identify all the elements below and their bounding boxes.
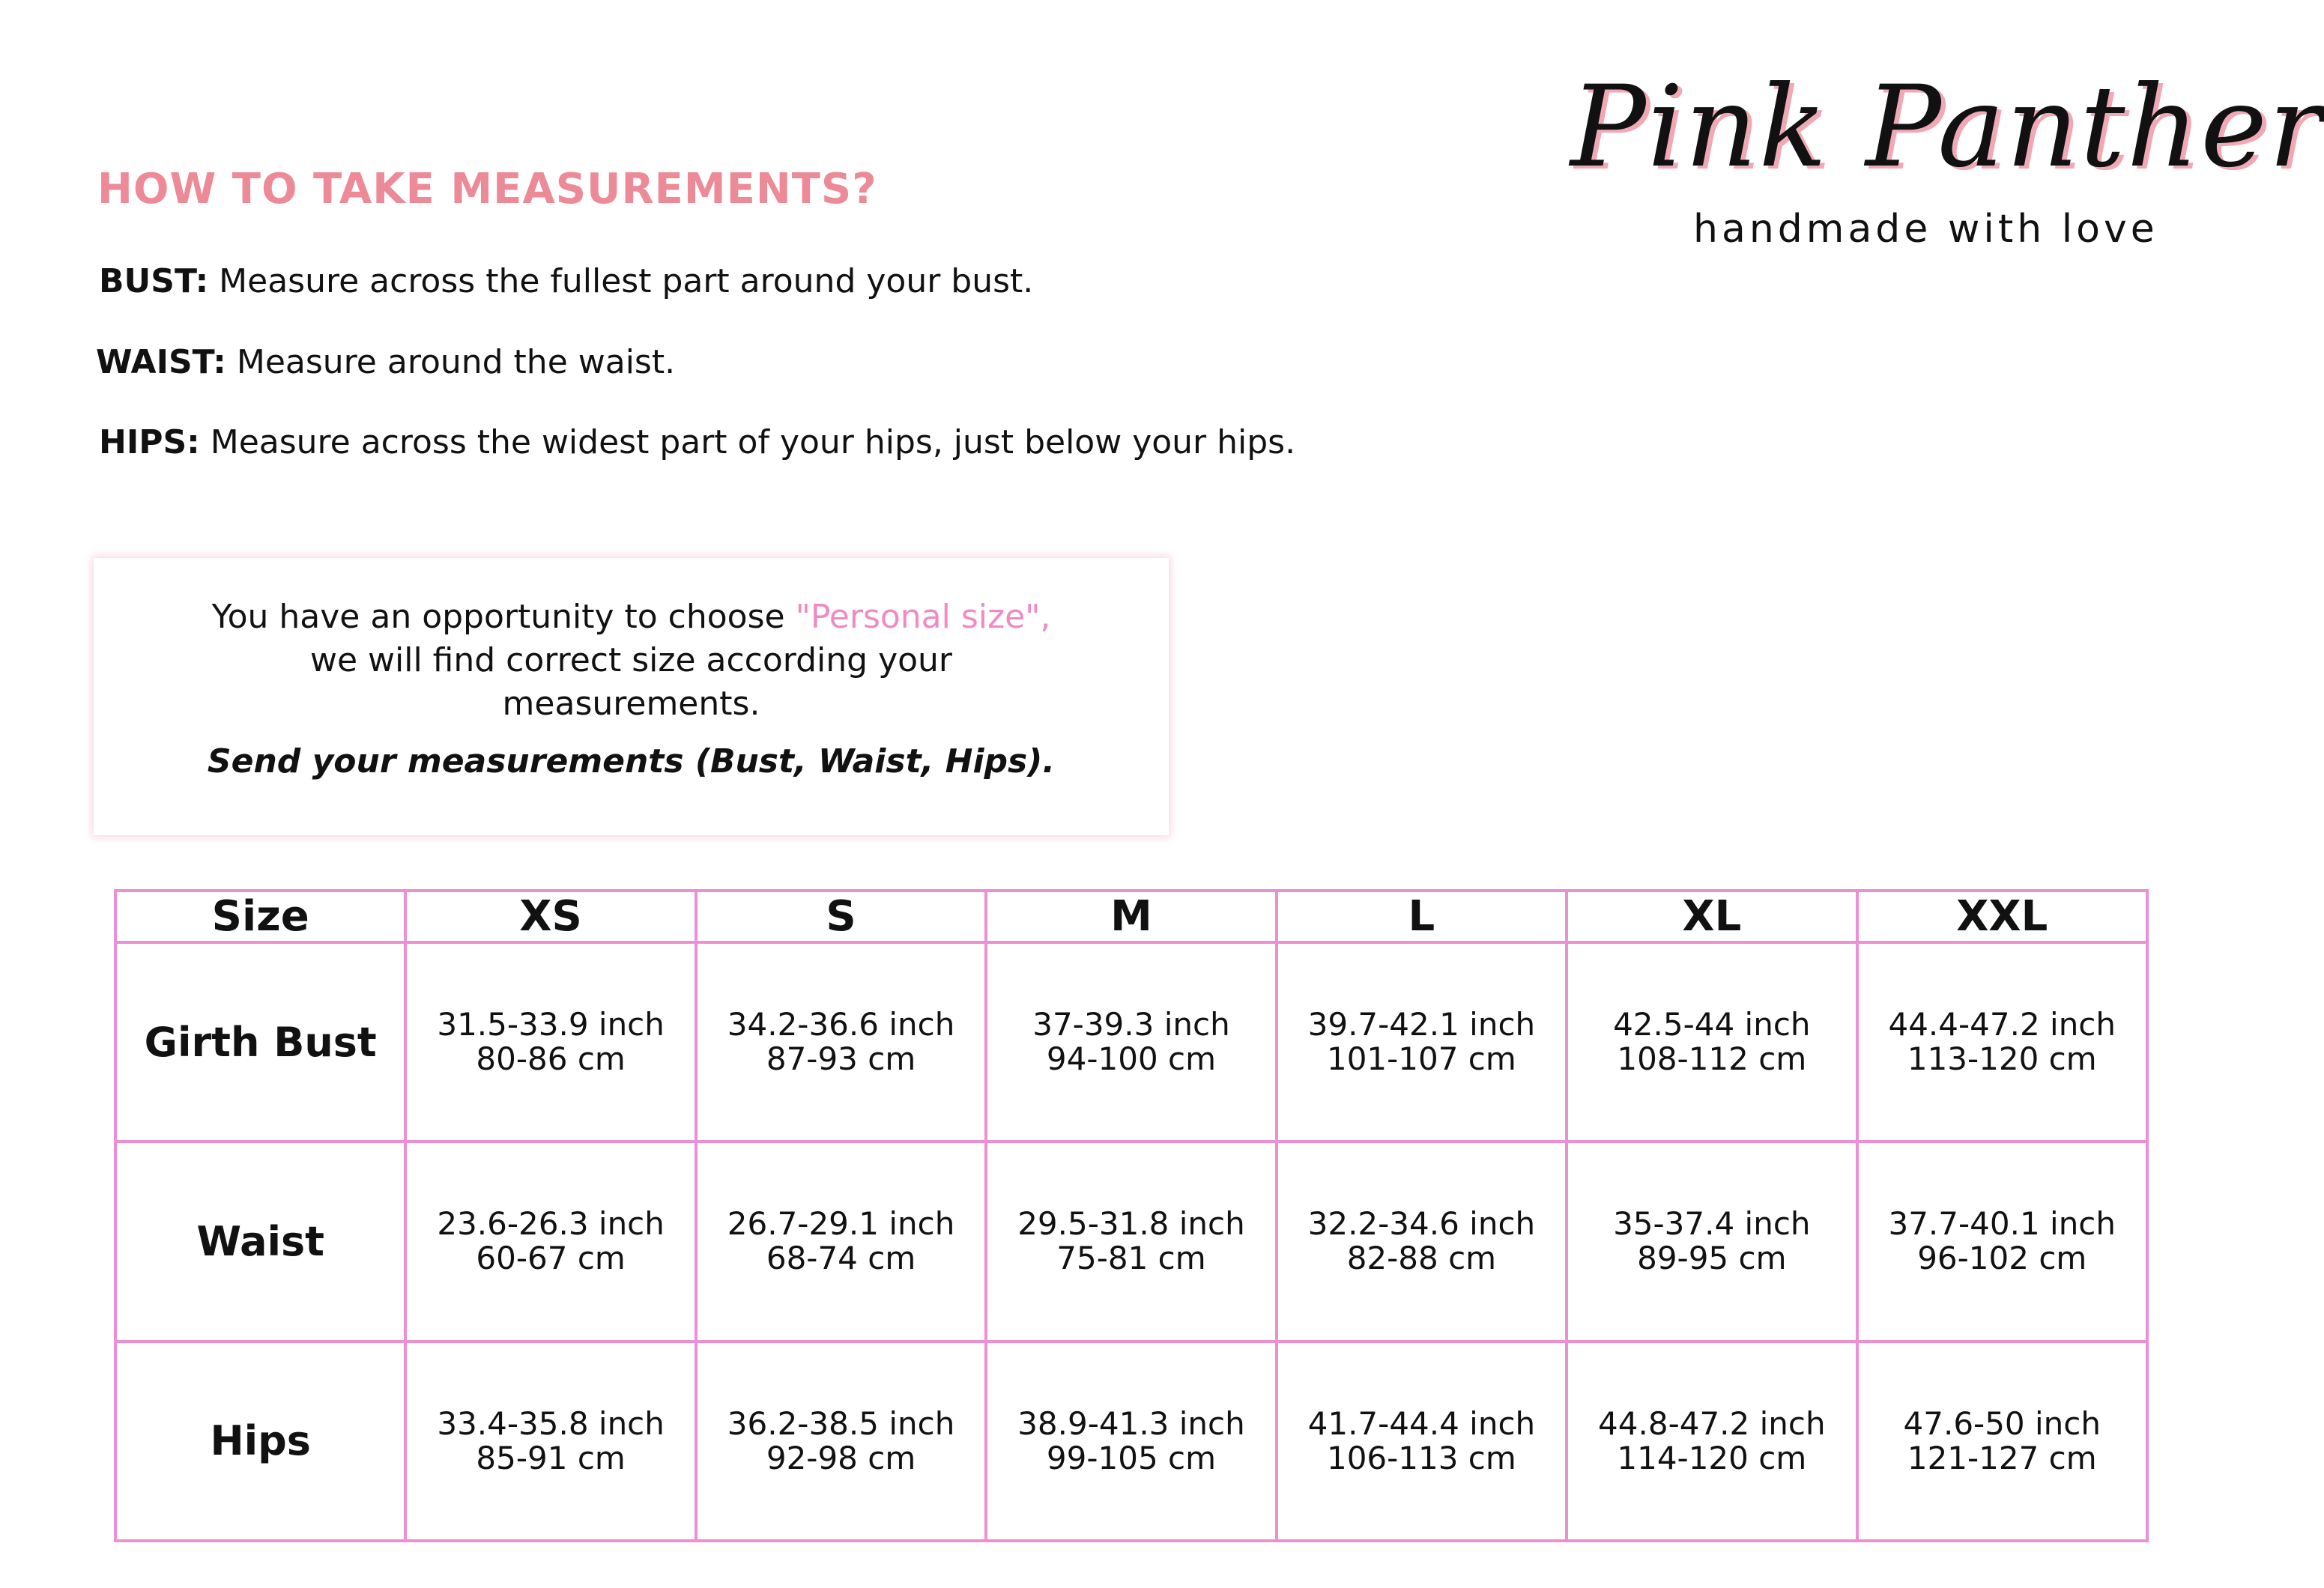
cell-cm: 75-81 cm xyxy=(1056,1240,1206,1277)
header-cell-s: S xyxy=(696,891,986,942)
cell-inch: 29.5-31.8 inch xyxy=(1017,1205,1245,1243)
instruction-waist-text: Measure around the waist. xyxy=(236,343,676,381)
table-cell xyxy=(986,1142,1276,1341)
table-cell xyxy=(405,1342,695,1541)
instruction-hips-label: HIPS: xyxy=(99,423,200,461)
cell-inch: 41.7-44.4 inch xyxy=(1307,1404,1536,1442)
cell-cm: 80-86 cm xyxy=(476,1040,626,1078)
cell-inch: 32.2-34.6 inch xyxy=(1307,1205,1536,1243)
table-cell xyxy=(1857,1142,2147,1341)
instruction-bust xyxy=(99,262,1033,302)
cell-cm: 89-95 cm xyxy=(1637,1240,1787,1277)
notice-line-1 xyxy=(94,596,1169,639)
logo-script-text: Pink Panther xyxy=(1570,62,2324,193)
table-row-waist xyxy=(115,1142,2147,1341)
notice-line-2: we will find correct size according your xyxy=(309,641,953,679)
cell-inch: 38.9-41.3 inch xyxy=(1017,1404,1245,1442)
cell-inch: 36.2-38.5 inch xyxy=(727,1404,955,1442)
header-cell-l: L xyxy=(1277,891,1567,942)
instruction-bust-label: BUST: xyxy=(99,262,209,300)
cell-inch: 23.6-26.3 inch xyxy=(437,1205,665,1243)
cell-cm: 114-120 cm xyxy=(1617,1439,1807,1476)
table-cell xyxy=(696,1142,986,1341)
cell-cm: 101-107 cm xyxy=(1326,1040,1516,1078)
cell-cm: 96-102 cm xyxy=(1917,1240,2087,1277)
table-cell xyxy=(405,1142,695,1341)
table-cell xyxy=(1567,1142,1857,1341)
instruction-bust-text: Measure across the fullest part around your bust. xyxy=(219,262,1034,300)
size-chart-table xyxy=(114,889,2149,1542)
row-label-waist: Waist xyxy=(115,1142,405,1341)
header-cell-xs: XS xyxy=(405,891,695,942)
personal-size-highlight: "Personal size", xyxy=(795,598,1051,636)
row-label-girth-bust: Girth Bust xyxy=(115,942,405,1142)
table-cell xyxy=(1857,1342,2147,1541)
cell-inch: 35-37.4 inch xyxy=(1613,1205,1811,1243)
page-title: HOW TO TAKE MEASUREMENTS? xyxy=(97,165,877,213)
logo-tagline: handmade with love xyxy=(1693,207,2158,252)
cell-cm: 60-67 cm xyxy=(476,1240,626,1277)
cell-inch: 44.4-47.2 inch xyxy=(1888,1006,2116,1043)
table-cell xyxy=(696,942,986,1142)
cell-cm: 94-100 cm xyxy=(1046,1040,1217,1078)
cell-cm: 68-74 cm xyxy=(766,1240,916,1277)
notice-call-to-action: Send your measurements (Bust, Waist, Hips). xyxy=(207,742,1056,781)
cell-cm: 113-120 cm xyxy=(1907,1040,2097,1078)
table-cell xyxy=(1567,1342,1857,1541)
header-cell-size: Size xyxy=(115,891,405,942)
cell-inch: 37-39.3 inch xyxy=(1032,1006,1230,1043)
cell-inch: 39.7-42.1 inch xyxy=(1307,1006,1536,1043)
cell-cm: 87-93 cm xyxy=(766,1040,916,1078)
cell-inch: 31.5-33.9 inch xyxy=(437,1006,665,1043)
cell-cm: 92-98 cm xyxy=(766,1439,916,1476)
header-cell-xl: XL xyxy=(1567,891,1857,942)
cell-cm: 82-88 cm xyxy=(1346,1240,1497,1277)
brand-logo xyxy=(1558,62,2324,266)
personal-size-notice xyxy=(94,558,1169,835)
table-cell xyxy=(405,942,695,1142)
instruction-waist xyxy=(96,343,675,383)
row-label-hips: Hips xyxy=(115,1342,405,1541)
cell-cm: 99-105 cm xyxy=(1046,1439,1217,1476)
table-cell xyxy=(986,942,1276,1142)
instruction-waist-label: WAIST: xyxy=(96,343,226,381)
table-header-row xyxy=(115,891,2147,942)
table-cell xyxy=(986,1342,1276,1541)
table-cell xyxy=(1277,942,1567,1142)
notice-line-3: measurements. xyxy=(502,685,760,723)
table-row-girth-bust xyxy=(115,942,2147,1142)
cell-inch: 34.2-36.6 inch xyxy=(727,1006,955,1043)
cell-cm: 108-112 cm xyxy=(1617,1040,1807,1078)
header-cell-xxl: XXL xyxy=(1857,891,2147,942)
table-cell xyxy=(1277,1142,1567,1341)
cell-inch: 26.7-29.1 inch xyxy=(727,1205,955,1243)
instruction-hips-text: Measure across the widest part of your hips, just below your hips. xyxy=(210,423,1296,461)
cell-cm: 85-91 cm xyxy=(476,1439,626,1476)
table-cell xyxy=(1857,942,2147,1142)
cell-inch: 47.6-50 inch xyxy=(1903,1404,2101,1442)
table-cell xyxy=(1277,1342,1567,1541)
cell-inch: 42.5-44 inch xyxy=(1613,1006,1811,1043)
table-cell xyxy=(1567,942,1857,1142)
table-row-hips xyxy=(115,1342,2147,1541)
notice-line-1-prefix: You have an opportunity to choose xyxy=(211,598,796,636)
cell-inch: 33.4-35.8 inch xyxy=(437,1404,665,1442)
cell-cm: 106-113 cm xyxy=(1326,1439,1516,1476)
cell-inch: 44.8-47.2 inch xyxy=(1598,1404,1826,1442)
header-cell-m: M xyxy=(986,891,1276,942)
instruction-hips xyxy=(99,423,1295,463)
cell-cm: 121-127 cm xyxy=(1907,1439,2097,1476)
table-cell xyxy=(696,1342,986,1541)
cell-inch: 37.7-40.1 inch xyxy=(1888,1205,2116,1243)
